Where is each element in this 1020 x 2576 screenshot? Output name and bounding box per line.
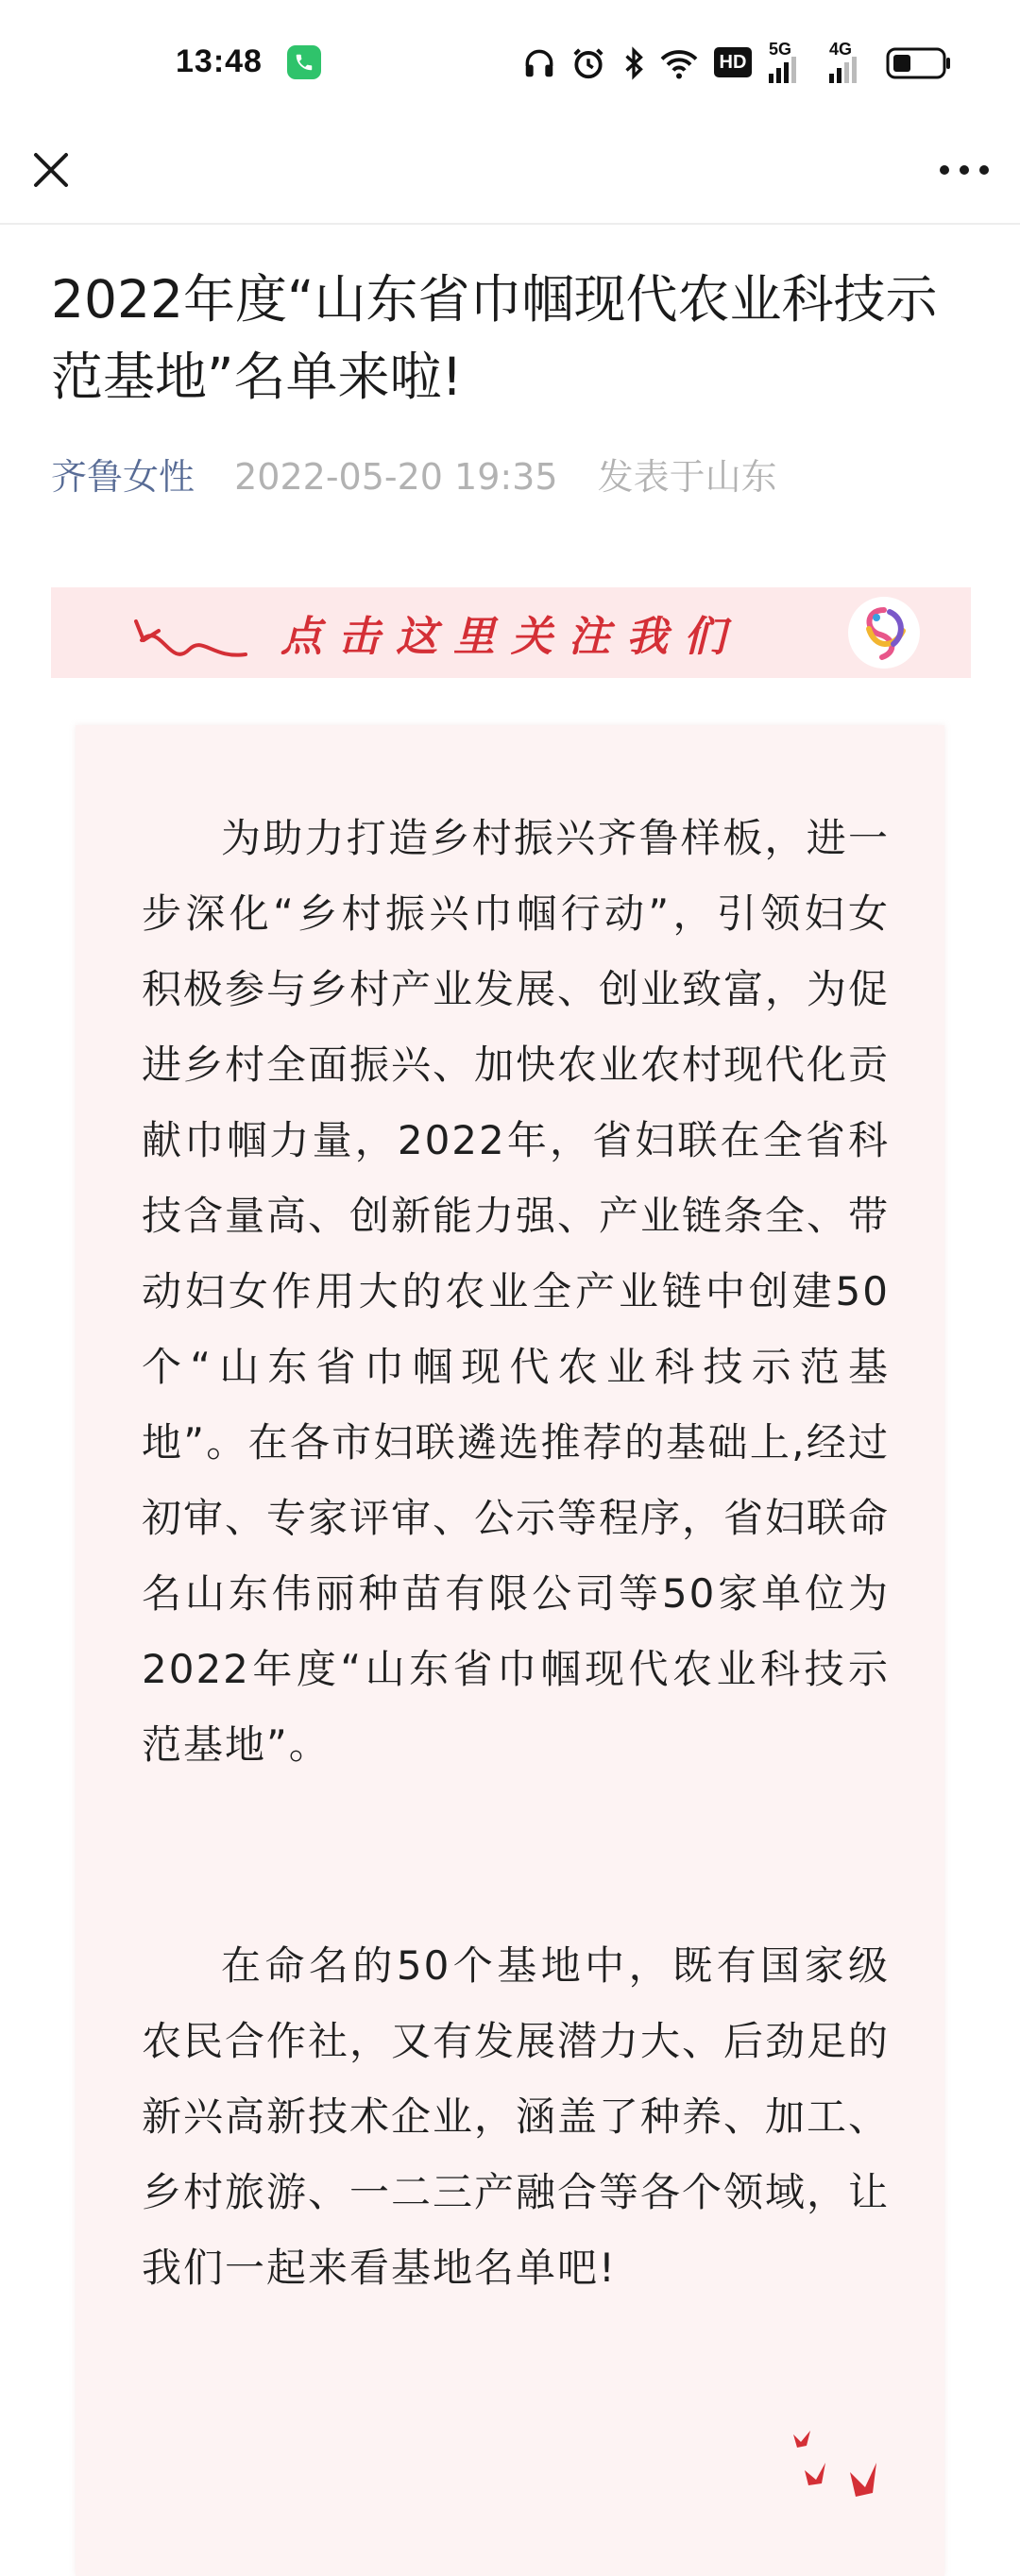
article-title: 2022年度“山东省巾帼现代农业科技示范基地”名单来啦! [51,269,938,407]
curl-arrow-icon [123,602,255,669]
publish-date: 2022-05-20 19:35 [234,456,558,498]
alarm-icon [570,45,606,81]
bluetooth-icon [620,45,648,81]
signal-5g-icon [769,55,803,83]
follow-us-text: 点击这里关注我们 [280,613,741,661]
follow-banner[interactable] [51,587,971,678]
close-button[interactable] [23,142,79,198]
article-content-card [76,725,944,2576]
status-icons [521,40,956,83]
network-4g-label: 4G [829,40,853,59]
nav-bar [0,128,1020,225]
hd-badge: HD [714,47,752,77]
wifi-icon [659,45,699,81]
headphones-icon [521,45,557,81]
logo-icon [856,602,912,663]
brand-logo [848,597,920,669]
network-5g-label: 5G [769,40,792,59]
battery-icon [886,47,952,79]
article-meta [51,453,777,500]
status-bar [0,0,1020,128]
publish-location: 发表于山东 [597,456,777,498]
close-icon [23,142,79,198]
swallows-decoration-icon [784,2425,897,2510]
call-indicator-icon [287,45,321,79]
article-paragraph: 为助力打造乡村振兴齐鲁样板，进一步深化“乡村振兴巾帼行动”，引领妇女积极参与乡村产业发展、创业致富，为促进乡村全面振兴、加快农业农村现代化贡献巾帼力量，2022年，省妇联在全省科技含量高、创新能力强、产业链条全、带动妇女作用大的农业全产业链中创建50个“山东省巾帼现代农业科技示范基地”。在各市妇联遴选推荐的基础上,经过初审、专家评审、公示等程序，省妇联命名山东伟丽种苗有限公司等50家单位为2022年度“山东省巾帼现代农业科技示范基地”。 [142,815,891,1768]
more-icon [931,142,997,198]
account-name-link[interactable]: 齐鲁女性 [51,456,196,498]
more-options-button[interactable] [931,142,997,198]
article-paragraph: 在命名的50个基地中，既有国家级农民合作社，又有发展潜力大、后劲足的新兴高新技术企业，涵盖了种养、加工、乡村旅游、一二三产融合等各个领域，让我们一起来看基地名单吧! [142,1942,891,2291]
status-time: 13:48 [176,43,263,79]
signal-4g-icon [829,55,863,83]
